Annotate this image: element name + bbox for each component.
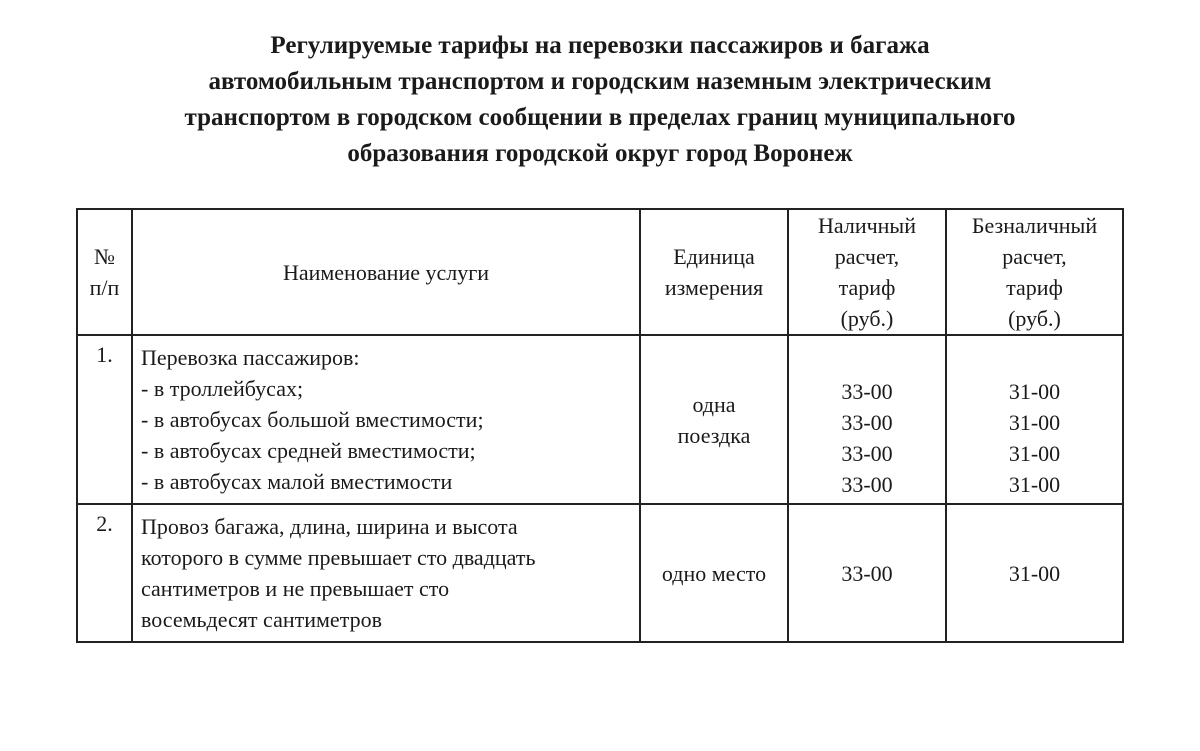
- row-cash-tariff: [788, 504, 946, 642]
- header-cash-tariff: [788, 209, 946, 335]
- header-service-name: [132, 209, 640, 335]
- price-value: 31-00: [1008, 409, 1061, 435]
- service-line: сантиметров и не превышает сто: [141, 576, 450, 601]
- service-line: - в троллейбусах;: [141, 376, 304, 401]
- service-line: которого в сумме превышает сто двадцать: [141, 545, 536, 570]
- header-cashless-line: Безналичный: [971, 213, 1098, 238]
- header-cashless-tariff: [946, 209, 1123, 335]
- service-line: - в автобусах большой вместимости;: [141, 407, 484, 432]
- row-unit: [640, 335, 788, 504]
- document-title: [60, 28, 1140, 172]
- header-cashless-line: расчет,: [1002, 244, 1067, 269]
- price-value: 31-00: [1008, 378, 1061, 404]
- service-line: - в автобусах малой вместимости: [141, 469, 453, 494]
- header-cash-line: Наличный: [818, 213, 916, 238]
- unit-line: поездка: [677, 422, 751, 448]
- header-cash-line: (руб.): [840, 306, 894, 331]
- header-number-line: №: [94, 244, 115, 269]
- row-cash-tariff: [788, 335, 946, 504]
- price-value: 31-00: [1008, 471, 1061, 497]
- title-line: Регулируемые тарифы на перевозки пассажиров и багажа: [270, 32, 930, 59]
- tariffs-table: [76, 208, 1124, 643]
- service-line: восемьдесят сантиметров: [141, 607, 382, 632]
- header-unit: [640, 209, 788, 335]
- header-cashless-line: (руб.): [1008, 306, 1061, 331]
- table-header-row: [77, 209, 1123, 335]
- row-unit: [640, 504, 788, 642]
- price-value: 31-00: [1008, 440, 1061, 466]
- header-unit-line: Единица: [673, 244, 755, 269]
- title-line: автомобильным транспортом и городским наземным электрическим: [208, 68, 992, 95]
- row-number: 1.: [77, 335, 132, 504]
- service-line: Провоз багажа, длина, ширина и высота: [141, 514, 518, 539]
- price-value: 33-00: [841, 560, 893, 586]
- price-value: 33-00: [841, 440, 893, 466]
- row-number: 2.: [77, 504, 132, 642]
- service-line: Перевозка пассажиров:: [141, 345, 360, 370]
- price-value: 33-00: [841, 409, 893, 435]
- price-value: 31-00: [1008, 560, 1061, 586]
- header-cash-line: тариф: [838, 275, 896, 300]
- header-number: [77, 209, 132, 335]
- header-service-name-text: Наименование услуги: [282, 259, 490, 285]
- row-service-name: [132, 504, 640, 642]
- table-row: [77, 335, 1123, 504]
- table-row: [77, 504, 1123, 642]
- unit-line: одна: [692, 391, 736, 417]
- row-cashless-tariff: [946, 335, 1123, 504]
- price-value: 33-00: [841, 471, 893, 497]
- price-value: 33-00: [841, 378, 893, 404]
- row-cashless-tariff: [946, 504, 1123, 642]
- service-line: - в автобусах средней вместимости;: [141, 438, 476, 463]
- row-service-name: [132, 335, 640, 504]
- header-number-line: п/п: [89, 275, 120, 300]
- header-cashless-line: тариф: [1006, 275, 1063, 300]
- header-unit-line: измерения: [664, 275, 764, 300]
- unit-line: одно место: [661, 560, 767, 586]
- title-line: образования городской округ город Воронеж: [347, 140, 853, 167]
- header-cash-line: расчет,: [834, 244, 900, 269]
- title-line: транспортом в городском сообщении в пределах границ муниципального: [184, 104, 1016, 131]
